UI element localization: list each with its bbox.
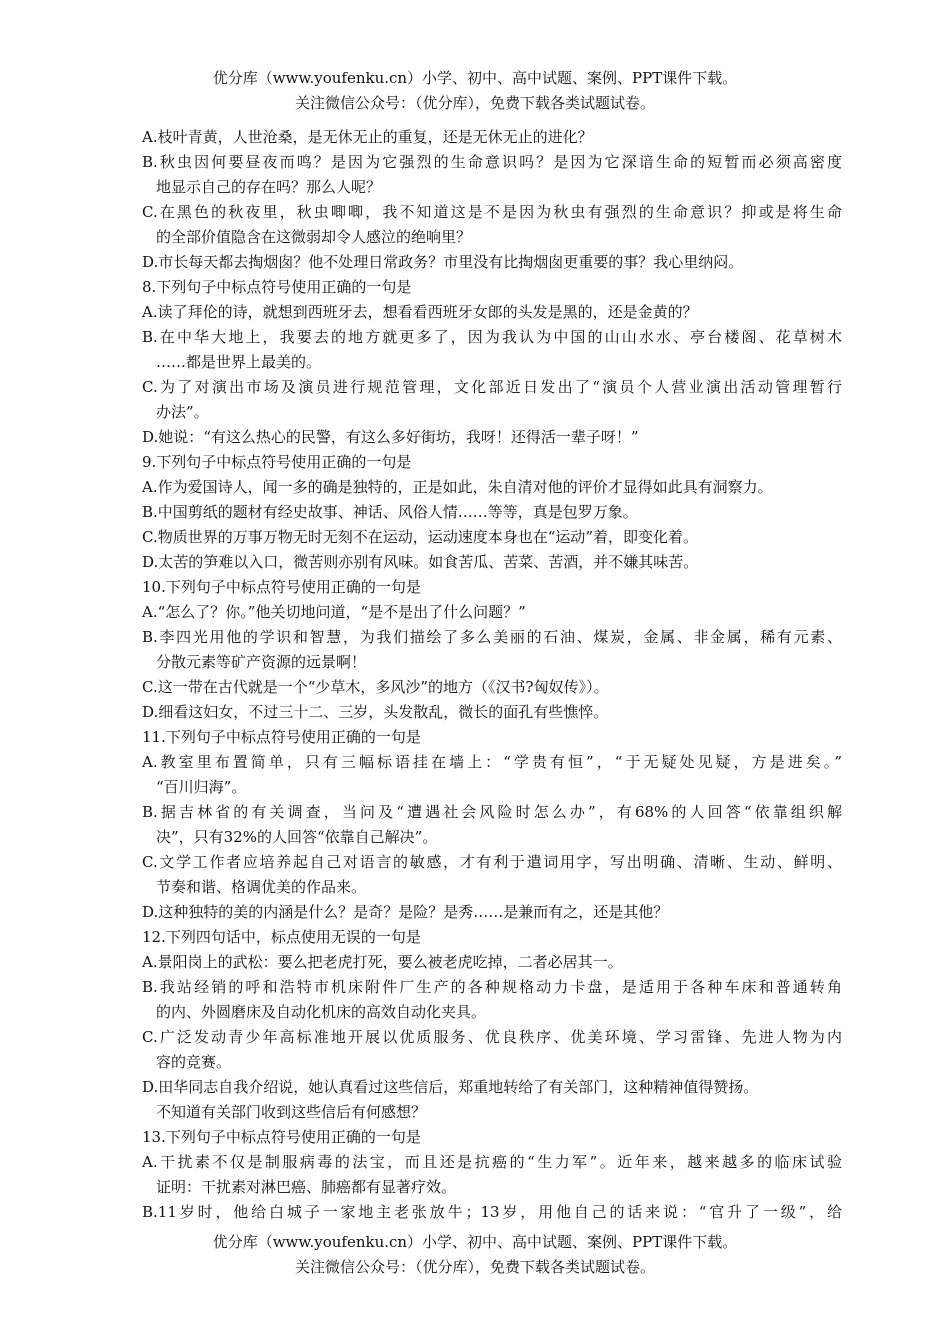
text-line: D.她说：“有这么热心的民警，有这么多好街坊，我呀！还得活一辈子呀！” [142, 428, 639, 446]
text-line: D.这种独特的美的内涵是什么？是奇？是险？是秀……是兼而有之，还是其他？ [142, 903, 669, 921]
text-line: B.在中华大地上，我要去的地方就更多了，因为我认为中国的山山水水、亭台楼阁、花草树木 [142, 328, 842, 346]
text-line: A.干扰素不仅是制服病毒的法宝，而且还是抗癌的“生力军”。近年来，越来越多的临床试验 [142, 1153, 842, 1171]
text-line-continuation: 分散元素等矿产资源的远景啊！ [156, 653, 367, 671]
text-line-continuation: 容的竞赛。 [156, 1053, 232, 1071]
text-line: B.11岁时，他给白城子一家地主老张放牛；13岁，用他自己的话来说：“官升了一级”，给 [142, 1203, 842, 1221]
text-line: 11.下列句子中标点符号使用正确的一句是 [142, 728, 421, 746]
text-line: 13.下列句子中标点符号使用正确的一句是 [142, 1128, 421, 1146]
text-line: 9.下列句子中标点符号使用正确的一句是 [142, 453, 412, 471]
text-line: D.太苦的笋难以入口，微苦则亦别有风味。如食苦瓜、苦菜、苦酒，并不嫌其味苦。 [142, 553, 699, 571]
text-line: D.市长每天都去掏烟囱？他不处理日常政务？市里没有比掏烟囱更重要的事？我心里纳闷。 [142, 253, 744, 271]
text-line-continuation: ……都是世界上最美的。 [156, 353, 322, 371]
page-header [0, 66, 950, 116]
text-line: 10.下列句子中标点符号使用正确的一句是 [142, 578, 421, 596]
text-line-continuation: 地显示自己的存在吗？那么人呢？ [156, 178, 382, 196]
text-line: A.“怎么了？你。”他关切地问道，“是不是出了什么问题？” [142, 603, 526, 621]
text-line: B.中国剪纸的题材有经史故事、神话、风俗人情……等等，真是包罗万象。 [142, 503, 638, 521]
text-line-continuation: 节奏和谐、格调优美的作品来。 [156, 878, 367, 896]
text-line: 12.下列四句话中，标点使用无误的一句是 [142, 928, 421, 946]
footer-line-1: 优分库（www.youfenku.cn）小学、初中、高中试题、案例、PPT课件下载。 [212, 1233, 738, 1251]
question-body [142, 125, 842, 1225]
text-line: B.据吉林省的有关调查，当问及“遭遇社会风险时怎么办”，有68%的人回答“依靠组织解 [142, 803, 842, 821]
header-line-2: 关注微信公众号：（优分库），免费下载各类试题试卷。 [294, 94, 655, 112]
text-line: C.广泛发动青少年高标准地开展以优质服务、优良秩序、优美环境、学习雷锋、先进人物为内 [142, 1028, 842, 1046]
text-line: A.作为爱国诗人，闻一多的确是独特的，正是如此，朱自清对他的评价才显得如此具有洞察力。 [142, 478, 773, 496]
text-line: C.这一带在古代就是一个“少草木，多风沙”的地方（《汉书?匈奴传》）。 [142, 678, 609, 696]
text-line: D.田华同志自我介绍说，她认真看过这些信后，郑重地转给了有关部门，这种精神值得赞扬。 [142, 1078, 759, 1096]
text-line-continuation: 办法”。 [156, 403, 209, 421]
text-line-continuation: 证明：干扰素对淋巴癌、肺癌都有显著疗效。 [156, 1178, 457, 1196]
text-line: B.李四光用他的学识和智慧，为我们描绘了多么美丽的石油、煤炭，金属、非金属，稀有元素、 [142, 628, 842, 646]
text-line-continuation: 的全部价值隐含在这微弱却令人感泣的绝响里？ [156, 228, 472, 246]
text-line-continuation: 决”，只有32%的人回答“依靠自己解决”。 [156, 828, 438, 846]
text-line: C.为了对演出市场及演员进行规范管理，文化部近日发出了“演员个人营业演出活动管理暂行 [142, 378, 842, 396]
text-line: B.我站经销的呼和浩特市机床附件厂生产的各种规格动力卡盘，是适用于各种车床和普通转角 [142, 978, 842, 996]
text-line: C.文学工作者应培养起自己对语言的敏感，才有利于遣词用字，写出明确、清晰、生动、鲜明、 [142, 853, 842, 871]
text-line: C.物质世界的万事万物无时无刻不在运动，运动速度本身也在“运动”着，即变化着。 [142, 528, 699, 546]
header-line-1: 优分库（www.youfenku.cn）小学、初中、高中试题、案例、PPT课件下载。 [212, 69, 738, 87]
text-line: 8.下列句子中标点符号使用正确的一句是 [142, 278, 412, 296]
text-line-continuation: 的内、外圆磨床及自动化机床的高效自动化夹具。 [156, 1003, 487, 1021]
text-line: B.秋虫因何要昼夜而鸣？是因为它强烈的生命意识吗？是因为它深谙生命的短暂而必须高密度 [142, 153, 842, 171]
text-line: D.细看这妇女，不过三十二、三岁，头发散乱，微长的面孔有些憔悴。 [142, 703, 609, 721]
text-line: A.景阳岗上的武松：要么把老虎打死，要么被老虎吃掉，二者必居其一。 [142, 953, 623, 971]
text-line-continuation: “百川归海”。 [156, 778, 247, 796]
page-footer [0, 1230, 950, 1280]
text-line: C.在黑色的秋夜里，秋虫唧唧，我不知道这是不是因为秋虫有强烈的生命意识？抑或是将生命 [142, 203, 842, 221]
text-line-continuation: 不知道有关部门收到这些信后有何感想？ [156, 1103, 427, 1121]
text-line: A.枝叶青黄，人世沧桑，是无休无止的重复，还是无休无止的进化？ [142, 128, 593, 146]
footer-line-2: 关注微信公众号：（优分库），免费下载各类试题试卷。 [294, 1258, 655, 1276]
text-line: A.读了拜伦的诗，就想到西班牙去，想看看西班牙女郎的头发是黑的，还是金黄的？ [142, 303, 698, 321]
text-line: A.教室里布置简单，只有三幅标语挂在墙上：“学贵有恒”，“于无疑处见疑，方是进矣。” [142, 753, 842, 771]
